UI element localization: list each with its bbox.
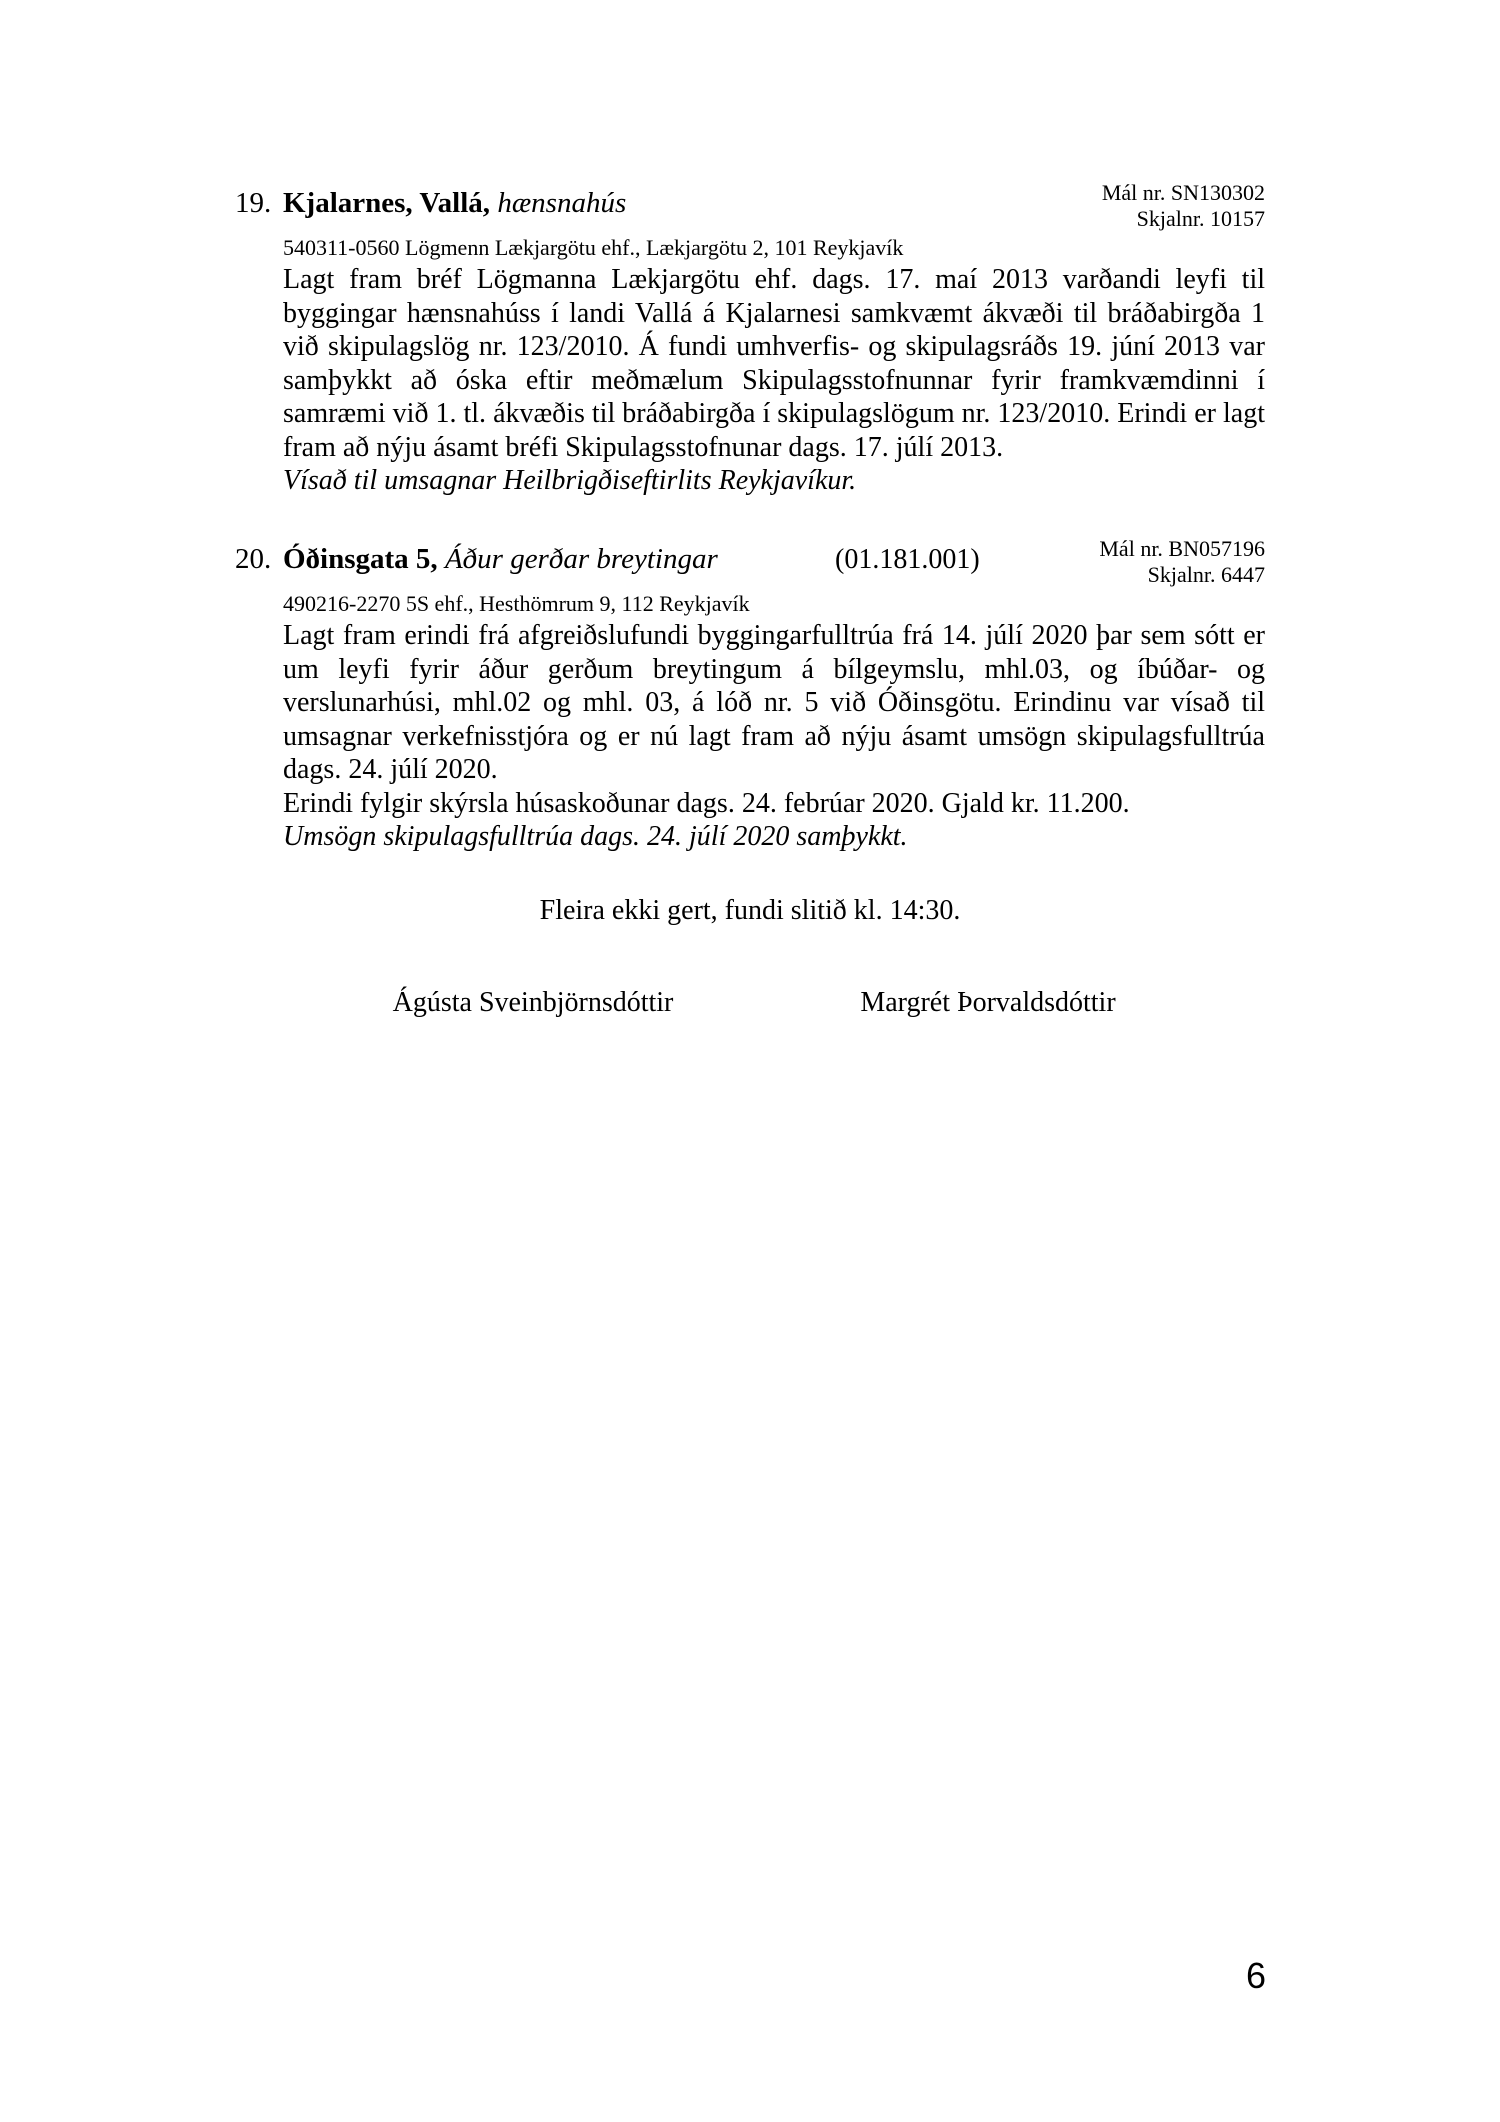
case-number: Mál nr. BN057196	[1099, 536, 1265, 561]
case-number: Mál nr. SN130302	[1101, 180, 1265, 205]
item-attachment-note: Erindi fylgir skýrsla húsaskoðunar dags. 24. febrúar 2020. Gjald kr. 11.200.	[283, 787, 1130, 819]
item-body-text: Lagt fram erindi frá afgreiðslufundi byggingarfulltrúa frá 14. júlí 2020 þar sem sótt er um leyfi fyrir áður gerðum breytingum á bílgeymslu, mhl.03, og íbúðar- og verslunarhúsi, mhl.02 og mhl. 03, á lóð nr. 5 við Óðinsgötu. Erindinu var vísað til umsagnar verkefnisstjóra og er nú lagt fram að nýju ásamt umsögn skipulagsfulltrúa dags. 24. júlí 2020.	[283, 620, 1265, 785]
signature-name-1: Ágústa Sveinbjörnsdóttir	[392, 987, 674, 1018]
item-title	[283, 186, 626, 220]
item-number: 19.	[235, 187, 272, 219]
item-title-address: Óðinsgata 5,	[283, 543, 438, 575]
signature-name-2: Margrét Þorvaldsdóttir	[860, 987, 1116, 1018]
document-number: Skjalnr. 10157	[1136, 206, 1265, 231]
meeting-closing-statement: Fleira ekki gert, fundi slitið kl. 14:30.	[539, 895, 961, 926]
agenda-item-20-header	[235, 536, 1265, 587]
item-number: 20.	[235, 543, 272, 575]
agenda-item-19-content	[283, 235, 1265, 498]
item-title-address: Kjalarnes, Vallá,	[283, 187, 491, 219]
document-number: Skjalnr. 6447	[1147, 562, 1265, 587]
agenda-item-20	[235, 536, 1265, 854]
agenda-item-20-content	[283, 591, 1265, 854]
item-title	[283, 542, 718, 576]
item-title-subject: hænsnahús	[497, 187, 627, 219]
item-title-subject: Áður gerðar breytingar	[444, 543, 718, 575]
page-number: 6	[1246, 1955, 1267, 1996]
applicant-line: 540311-0560 Lögmenn Lækjargötu ehf., Lækjargötu 2, 101 Reykjavík	[283, 235, 904, 260]
item-body-text: Lagt fram bréf Lögmanna Lækjargötu ehf. dags. 17. maí 2013 varðandi leyfi til byggingar hænsnahúss í landi Vallá á Kjalarnesi samkvæmt ákvæði til bráðabirgða 1 við skipulagslög nr. 123/2010. Á fundi umhverfis- og skipulagsráðs 19. júní 2013 var samþykkt að óska eftir meðmælum Skipulagsstofnunnar fyrir framkvæmdinni í samræmi við 1. tl. ákvæðis til bráðabirgða í skipulagslögum nr. 123/2010. Erindi er lagt fram að nýju ásamt bréfi Skipulagsstofnunar dags. 17. júlí 2013.	[283, 264, 1265, 463]
agenda-item-19-header	[235, 180, 1265, 231]
agenda-item-19	[235, 180, 1265, 498]
plot-code: (01.181.001)	[835, 544, 980, 575]
applicant-line: 490216-2270 5S ehf., Hesthömrum 9, 112 Reykjavík	[283, 591, 750, 616]
case-references	[1099, 536, 1265, 588]
item-resolution: Umsögn skipulagsfulltrúa dags. 24. júlí 2020 samþykkt.	[283, 821, 908, 852]
case-references	[1102, 180, 1265, 232]
item-resolution: Vísað til umsagnar Heilbrigðiseftirlits Reykjavíkur.	[283, 465, 857, 496]
